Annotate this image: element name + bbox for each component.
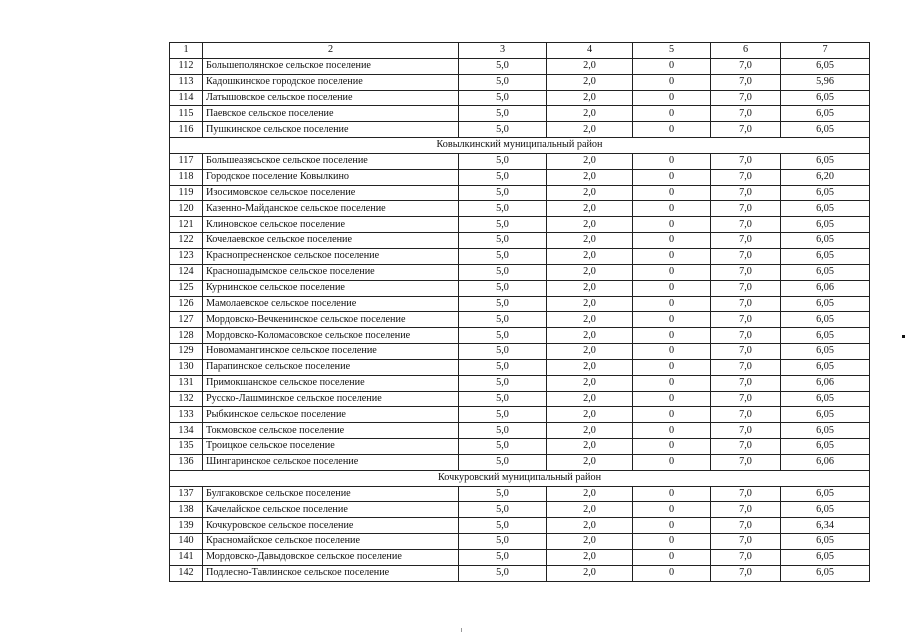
settlement-name: Подлесно-Тавлинское сельское поселение xyxy=(203,565,459,581)
value-col-6: 7,0 xyxy=(711,153,781,169)
settlement-name: Краснопресненское сельское поселение xyxy=(203,248,459,264)
value-col-7: 6,06 xyxy=(781,375,870,391)
settlements-table xyxy=(169,42,870,582)
settlement-name: Паевское сельское поселение xyxy=(203,106,459,122)
settlement-name: Мордовско-Давыдовское сельское поселение xyxy=(203,550,459,566)
value-col-5: 0 xyxy=(633,439,711,455)
settlement-name: Кадошкинское городское поселение xyxy=(203,74,459,90)
value-col-4: 2,0 xyxy=(547,534,633,550)
table-row xyxy=(170,486,870,502)
row-number: 130 xyxy=(170,359,203,375)
table-row xyxy=(170,439,870,455)
value-col-5: 0 xyxy=(633,185,711,201)
value-col-3: 5,0 xyxy=(459,344,547,360)
table-row xyxy=(170,296,870,312)
value-col-6: 7,0 xyxy=(711,423,781,439)
row-number: 138 xyxy=(170,502,203,518)
value-col-5: 0 xyxy=(633,90,711,106)
value-col-4: 2,0 xyxy=(547,502,633,518)
value-col-6: 7,0 xyxy=(711,201,781,217)
row-number: 126 xyxy=(170,296,203,312)
settlement-name: Новомамангинское сельское поселение xyxy=(203,344,459,360)
value-col-7: 6,05 xyxy=(781,264,870,280)
value-col-6: 7,0 xyxy=(711,518,781,534)
table-row xyxy=(170,264,870,280)
value-col-7: 6,05 xyxy=(781,328,870,344)
table-row xyxy=(170,201,870,217)
value-col-5: 0 xyxy=(633,407,711,423)
value-col-3: 5,0 xyxy=(459,233,547,249)
value-col-3: 5,0 xyxy=(459,264,547,280)
value-col-6: 7,0 xyxy=(711,328,781,344)
value-col-4: 2,0 xyxy=(547,550,633,566)
value-col-3: 5,0 xyxy=(459,248,547,264)
value-col-3: 5,0 xyxy=(459,169,547,185)
district-header-row xyxy=(170,470,870,486)
table-row xyxy=(170,375,870,391)
value-col-7: 6,05 xyxy=(781,248,870,264)
row-number: 122 xyxy=(170,233,203,249)
value-col-3: 5,0 xyxy=(459,454,547,470)
value-col-6: 7,0 xyxy=(711,359,781,375)
value-col-7: 5,96 xyxy=(781,74,870,90)
value-col-7: 6,05 xyxy=(781,201,870,217)
value-col-3: 5,0 xyxy=(459,359,547,375)
value-col-6: 7,0 xyxy=(711,391,781,407)
value-col-7: 6,05 xyxy=(781,90,870,106)
settlement-name: Красношадымское сельское поселение xyxy=(203,264,459,280)
value-col-7: 6,05 xyxy=(781,391,870,407)
table-row xyxy=(170,454,870,470)
value-col-4: 2,0 xyxy=(547,518,633,534)
value-col-5: 0 xyxy=(633,264,711,280)
district-header-row xyxy=(170,138,870,154)
value-col-5: 0 xyxy=(633,565,711,581)
value-col-4: 2,0 xyxy=(547,90,633,106)
value-col-7: 6,05 xyxy=(781,58,870,74)
value-col-5: 0 xyxy=(633,296,711,312)
row-number: 139 xyxy=(170,518,203,534)
value-col-3: 5,0 xyxy=(459,328,547,344)
value-col-3: 5,0 xyxy=(459,153,547,169)
column-number: 4 xyxy=(547,43,633,59)
value-col-3: 5,0 xyxy=(459,550,547,566)
value-col-6: 7,0 xyxy=(711,454,781,470)
row-number: 136 xyxy=(170,454,203,470)
settlement-name: Городское поселение Ковылкино xyxy=(203,169,459,185)
value-col-7: 6,05 xyxy=(781,486,870,502)
row-number: 115 xyxy=(170,106,203,122)
value-col-4: 2,0 xyxy=(547,391,633,407)
table-row xyxy=(170,90,870,106)
value-col-7: 6,05 xyxy=(781,122,870,138)
settlement-name: Качелайское сельское поселение xyxy=(203,502,459,518)
row-number: 142 xyxy=(170,565,203,581)
settlement-name: Большеазясьское сельское поселение xyxy=(203,153,459,169)
value-col-3: 5,0 xyxy=(459,185,547,201)
row-number: 112 xyxy=(170,58,203,74)
value-col-6: 7,0 xyxy=(711,344,781,360)
table-row xyxy=(170,280,870,296)
value-col-3: 5,0 xyxy=(459,407,547,423)
value-col-3: 5,0 xyxy=(459,565,547,581)
settlement-name: Изосимовское сельское поселение xyxy=(203,185,459,201)
value-col-5: 0 xyxy=(633,550,711,566)
table-row xyxy=(170,534,870,550)
value-col-7: 6,20 xyxy=(781,169,870,185)
table-row xyxy=(170,502,870,518)
value-col-4: 2,0 xyxy=(547,280,633,296)
value-col-3: 5,0 xyxy=(459,58,547,74)
value-col-5: 0 xyxy=(633,248,711,264)
district-title: Кочкуровский муниципальный район xyxy=(170,470,870,486)
value-col-5: 0 xyxy=(633,454,711,470)
value-col-6: 7,0 xyxy=(711,90,781,106)
value-col-5: 0 xyxy=(633,359,711,375)
district-title: Ковылкинский муниципальный район xyxy=(170,138,870,154)
table-row xyxy=(170,423,870,439)
row-number: 135 xyxy=(170,439,203,455)
value-col-7: 6,06 xyxy=(781,454,870,470)
value-col-6: 7,0 xyxy=(711,58,781,74)
row-number: 125 xyxy=(170,280,203,296)
row-number: 129 xyxy=(170,344,203,360)
value-col-4: 2,0 xyxy=(547,169,633,185)
value-col-5: 0 xyxy=(633,486,711,502)
table-row xyxy=(170,185,870,201)
settlement-name: Кочкуровское сельское поселение xyxy=(203,518,459,534)
column-number: 3 xyxy=(459,43,547,59)
value-col-5: 0 xyxy=(633,391,711,407)
value-col-5: 0 xyxy=(633,58,711,74)
row-number: 118 xyxy=(170,169,203,185)
value-col-3: 5,0 xyxy=(459,201,547,217)
value-col-3: 5,0 xyxy=(459,423,547,439)
table-row xyxy=(170,233,870,249)
value-col-4: 2,0 xyxy=(547,344,633,360)
value-col-7: 6,05 xyxy=(781,423,870,439)
value-col-4: 2,0 xyxy=(547,328,633,344)
value-col-6: 7,0 xyxy=(711,439,781,455)
row-number: 137 xyxy=(170,486,203,502)
value-col-4: 2,0 xyxy=(547,454,633,470)
table-row xyxy=(170,169,870,185)
row-number: 140 xyxy=(170,534,203,550)
value-col-6: 7,0 xyxy=(711,502,781,518)
value-col-6: 7,0 xyxy=(711,169,781,185)
value-col-6: 7,0 xyxy=(711,486,781,502)
settlement-name: Булгаковское сельское поселение xyxy=(203,486,459,502)
value-col-4: 2,0 xyxy=(547,264,633,280)
value-col-6: 7,0 xyxy=(711,74,781,90)
value-col-4: 2,0 xyxy=(547,375,633,391)
value-col-4: 2,0 xyxy=(547,486,633,502)
settlement-name: Красномайское сельское поселение xyxy=(203,534,459,550)
value-col-5: 0 xyxy=(633,344,711,360)
value-col-4: 2,0 xyxy=(547,312,633,328)
value-col-5: 0 xyxy=(633,534,711,550)
row-number: 117 xyxy=(170,153,203,169)
settlement-name: Токмовское сельское поселение xyxy=(203,423,459,439)
value-col-3: 5,0 xyxy=(459,122,547,138)
column-number: 1 xyxy=(170,43,203,59)
settlement-name: Парапинское сельское поселение xyxy=(203,359,459,375)
settlement-name: Курнинское сельское поселение xyxy=(203,280,459,296)
value-col-3: 5,0 xyxy=(459,74,547,90)
value-col-6: 7,0 xyxy=(711,185,781,201)
value-col-6: 7,0 xyxy=(711,375,781,391)
value-col-4: 2,0 xyxy=(547,106,633,122)
table-row xyxy=(170,328,870,344)
settlement-name: Латышовское сельское поселение xyxy=(203,90,459,106)
value-col-7: 6,05 xyxy=(781,217,870,233)
value-col-7: 6,05 xyxy=(781,153,870,169)
value-col-4: 2,0 xyxy=(547,407,633,423)
row-number: 123 xyxy=(170,248,203,264)
row-number: 119 xyxy=(170,185,203,201)
settlement-name: Русско-Лашминское сельское поселение xyxy=(203,391,459,407)
value-col-7: 6,05 xyxy=(781,344,870,360)
column-number-row xyxy=(170,43,870,59)
value-col-3: 5,0 xyxy=(459,486,547,502)
value-col-5: 0 xyxy=(633,106,711,122)
value-col-5: 0 xyxy=(633,233,711,249)
value-col-7: 6,05 xyxy=(781,502,870,518)
value-col-7: 6,05 xyxy=(781,185,870,201)
value-col-3: 5,0 xyxy=(459,502,547,518)
value-col-3: 5,0 xyxy=(459,106,547,122)
table-row xyxy=(170,74,870,90)
settlement-name: Шингаринское сельское поселение xyxy=(203,454,459,470)
value-col-7: 6,05 xyxy=(781,296,870,312)
value-col-3: 5,0 xyxy=(459,518,547,534)
value-col-6: 7,0 xyxy=(711,122,781,138)
row-number: 134 xyxy=(170,423,203,439)
row-number: 132 xyxy=(170,391,203,407)
settlement-name: Примокшанское сельское поселение xyxy=(203,375,459,391)
table-row xyxy=(170,153,870,169)
table-row xyxy=(170,565,870,581)
table-row xyxy=(170,312,870,328)
value-col-4: 2,0 xyxy=(547,58,633,74)
table-row xyxy=(170,391,870,407)
value-col-6: 7,0 xyxy=(711,280,781,296)
table-row xyxy=(170,122,870,138)
row-number: 121 xyxy=(170,217,203,233)
value-col-5: 0 xyxy=(633,502,711,518)
row-number: 113 xyxy=(170,74,203,90)
value-col-6: 7,0 xyxy=(711,407,781,423)
settlement-name: Троицкое сельское поселение xyxy=(203,439,459,455)
table-row xyxy=(170,359,870,375)
value-col-5: 0 xyxy=(633,201,711,217)
settlement-name: Кочелаевское сельское поселение xyxy=(203,233,459,249)
table-row xyxy=(170,58,870,74)
value-col-5: 0 xyxy=(633,328,711,344)
value-col-3: 5,0 xyxy=(459,534,547,550)
value-col-5: 0 xyxy=(633,518,711,534)
column-number: 5 xyxy=(633,43,711,59)
value-col-4: 2,0 xyxy=(547,565,633,581)
value-col-5: 0 xyxy=(633,74,711,90)
value-col-7: 6,05 xyxy=(781,312,870,328)
settlement-name: Мордовско-Вечкенинское сельское поселение xyxy=(203,312,459,328)
value-col-4: 2,0 xyxy=(547,248,633,264)
value-col-5: 0 xyxy=(633,280,711,296)
value-col-3: 5,0 xyxy=(459,375,547,391)
value-col-6: 7,0 xyxy=(711,248,781,264)
value-col-4: 2,0 xyxy=(547,153,633,169)
value-col-4: 2,0 xyxy=(547,217,633,233)
value-col-6: 7,0 xyxy=(711,534,781,550)
value-col-7: 6,05 xyxy=(781,359,870,375)
value-col-3: 5,0 xyxy=(459,391,547,407)
value-col-4: 2,0 xyxy=(547,201,633,217)
value-col-7: 6,05 xyxy=(781,565,870,581)
value-col-4: 2,0 xyxy=(547,423,633,439)
scan-mark xyxy=(461,628,462,632)
value-col-7: 6,05 xyxy=(781,106,870,122)
value-col-3: 5,0 xyxy=(459,90,547,106)
row-number: 116 xyxy=(170,122,203,138)
value-col-6: 7,0 xyxy=(711,264,781,280)
value-col-4: 2,0 xyxy=(547,296,633,312)
row-number: 128 xyxy=(170,328,203,344)
row-number: 131 xyxy=(170,375,203,391)
value-col-6: 7,0 xyxy=(711,565,781,581)
settlement-name: Мордовско-Коломасовское сельское поселение xyxy=(203,328,459,344)
value-col-4: 2,0 xyxy=(547,74,633,90)
column-number: 6 xyxy=(711,43,781,59)
value-col-6: 7,0 xyxy=(711,550,781,566)
value-col-6: 7,0 xyxy=(711,233,781,249)
value-col-4: 2,0 xyxy=(547,185,633,201)
row-number: 127 xyxy=(170,312,203,328)
value-col-6: 7,0 xyxy=(711,217,781,233)
value-col-3: 5,0 xyxy=(459,280,547,296)
value-col-5: 0 xyxy=(633,217,711,233)
value-col-3: 5,0 xyxy=(459,439,547,455)
value-col-7: 6,05 xyxy=(781,407,870,423)
value-col-5: 0 xyxy=(633,312,711,328)
column-number: 7 xyxy=(781,43,870,59)
value-col-4: 2,0 xyxy=(547,359,633,375)
value-col-6: 7,0 xyxy=(711,296,781,312)
row-number: 114 xyxy=(170,90,203,106)
settlement-name: Казенно-Майданское сельское поселение xyxy=(203,201,459,217)
table-row xyxy=(170,518,870,534)
value-col-4: 2,0 xyxy=(547,122,633,138)
value-col-4: 2,0 xyxy=(547,439,633,455)
value-col-7: 6,05 xyxy=(781,439,870,455)
value-col-5: 0 xyxy=(633,375,711,391)
value-col-7: 6,34 xyxy=(781,518,870,534)
value-col-7: 6,05 xyxy=(781,550,870,566)
table-row xyxy=(170,407,870,423)
table-row xyxy=(170,248,870,264)
value-col-3: 5,0 xyxy=(459,217,547,233)
value-col-7: 6,05 xyxy=(781,534,870,550)
settlement-name: Клиновское сельское поселение xyxy=(203,217,459,233)
value-col-5: 0 xyxy=(633,153,711,169)
table-row xyxy=(170,106,870,122)
value-col-3: 5,0 xyxy=(459,312,547,328)
value-col-5: 0 xyxy=(633,122,711,138)
value-col-5: 0 xyxy=(633,169,711,185)
table-row xyxy=(170,550,870,566)
settlement-name: Большеполянское сельское поселение xyxy=(203,58,459,74)
table-body xyxy=(170,58,870,581)
value-col-7: 6,06 xyxy=(781,280,870,296)
row-number: 133 xyxy=(170,407,203,423)
value-col-4: 2,0 xyxy=(547,233,633,249)
settlement-name: Мамолаевское сельское поселение xyxy=(203,296,459,312)
value-col-6: 7,0 xyxy=(711,312,781,328)
value-col-3: 5,0 xyxy=(459,296,547,312)
row-number: 141 xyxy=(170,550,203,566)
table-row xyxy=(170,217,870,233)
settlement-name: Пушкинское сельское поселение xyxy=(203,122,459,138)
value-col-5: 0 xyxy=(633,423,711,439)
table-row xyxy=(170,344,870,360)
row-number: 120 xyxy=(170,201,203,217)
value-col-7: 6,05 xyxy=(781,233,870,249)
value-col-6: 7,0 xyxy=(711,106,781,122)
column-number: 2 xyxy=(203,43,459,59)
settlement-name: Рыбкинское сельское поселение xyxy=(203,407,459,423)
row-number: 124 xyxy=(170,264,203,280)
